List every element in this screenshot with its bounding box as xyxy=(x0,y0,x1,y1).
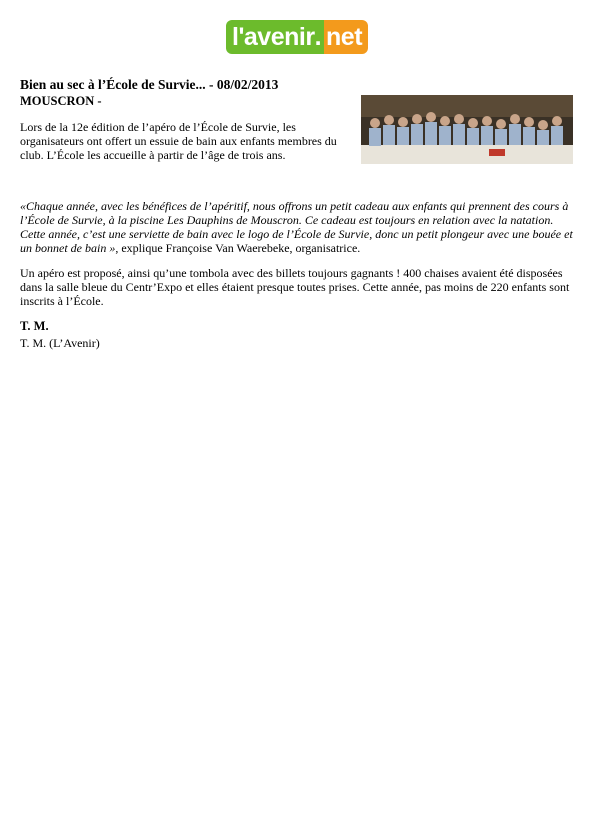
logo-green-part: l'avenir . xyxy=(226,20,324,54)
quote-italic: «Chaque année, avec les bénéfices de l’apéritif, nous offrons un petit cadeau aux enfants qui prennent des cours à l’École de Survie, à la piscine Les Dauphins de Mouscron. Ce cadeau est toujours en relation avec la natation. Cette année, c’est une serviette de bain avec le logo de l’École de Survie, donc un petit plongeur avec une bouée et un bonnet de bain » xyxy=(20,199,573,255)
group-photo-image xyxy=(361,95,573,164)
logo-orange-part: net xyxy=(324,20,368,54)
article-intro: Lors de la 12e édition de l’apéro de l’École de Survie, les organisateurs ont offert un essuie de bain aux enfants membres du club. L’École les accueille à partir de l’âge de trois ans. xyxy=(20,120,337,162)
article-photo xyxy=(361,95,573,164)
logo-dot: . xyxy=(314,22,322,51)
author-source: T. M. (L’Avenir) xyxy=(20,336,100,350)
article-location: MOUSCRON - xyxy=(20,94,102,108)
article-quote xyxy=(20,199,578,255)
article-title: Bien au sec à l’École de Survie... - 08/02/2013 xyxy=(20,77,279,92)
lavenir-logo xyxy=(226,20,368,54)
author-initials: T. M. xyxy=(20,319,49,333)
article-paragraph: Un apéro est proposé, ainsi qu’une tombola avec des billets toujours gagnants ! 400 chaises avaient été disposées dans la salle bleue du Centr’Expo et elles étaient presque toutes prises. Cette année, pas moins de 220 enfants sont inscrits à l’École. xyxy=(20,266,570,308)
quote-attribution: , explique Françoise Van Waerebeke, organisatrice. xyxy=(115,241,361,255)
